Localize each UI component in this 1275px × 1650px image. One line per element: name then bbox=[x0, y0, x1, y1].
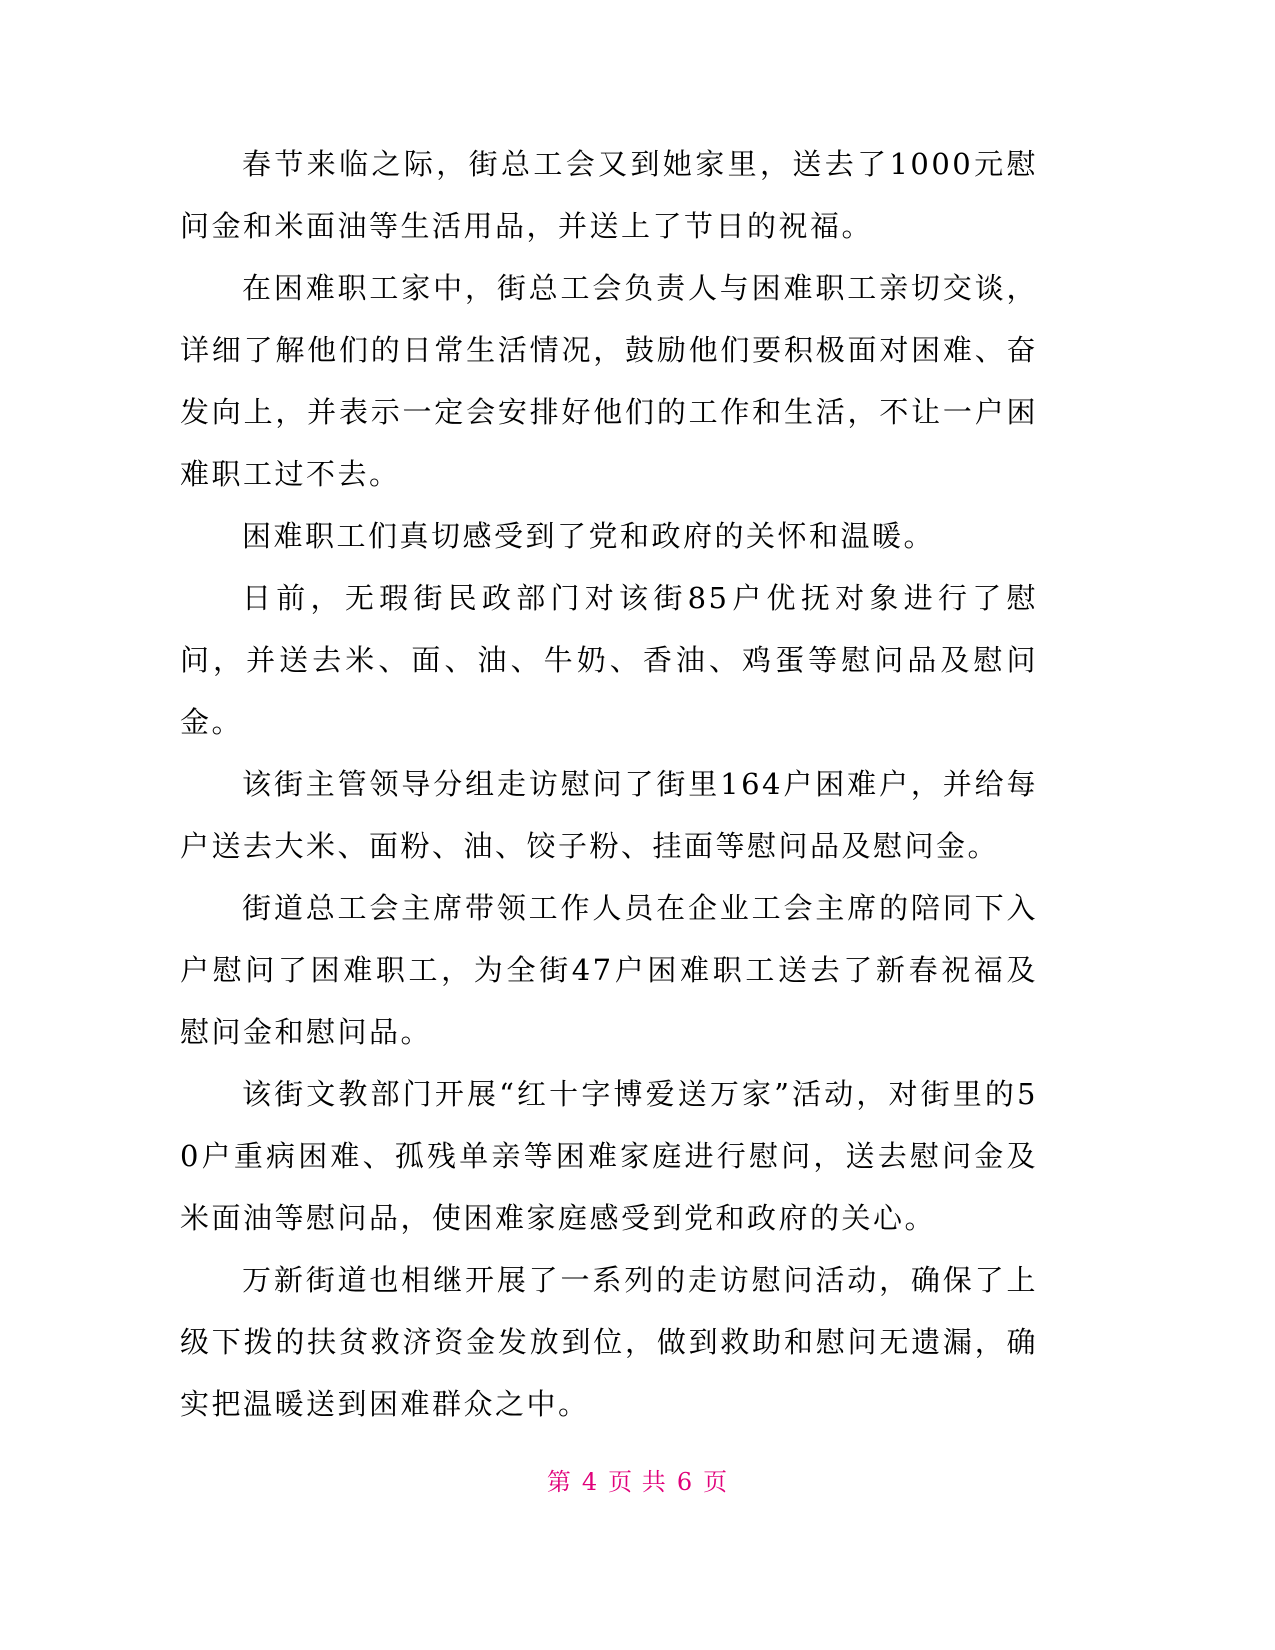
document-body bbox=[180, 133, 1038, 1435]
paragraph-3: 困难职工们真切感受到了党和政府的关怀和温暖。 bbox=[242, 519, 936, 553]
footer-suffix: 页 bbox=[703, 1468, 729, 1496]
page-footer bbox=[0, 1462, 1275, 1497]
paragraph-5: 该街主管领导分组走访慰问了街里164户困难户，并给每户送去大米、面粉、油、饺子粉、挂面等慰问品及慰问金。 bbox=[180, 767, 1038, 863]
footer-middle: 页 共 bbox=[608, 1468, 667, 1496]
paragraph-1: 春节来临之际，街总工会又到她家里，送去了1000元慰问金和米面油等生活用品，并送上了节日的祝福。 bbox=[180, 147, 1038, 243]
footer-total-pages: 6 bbox=[676, 1468, 694, 1496]
paragraph-4: 日前，无瑕街民政部门对该街85户优抚对象进行了慰问，并送去米、面、油、牛奶、香油、鸡蛋等慰问品及慰问金。 bbox=[180, 581, 1038, 739]
paragraph-2: 在困难职工家中，街总工会负责人与困难职工亲切交谈，详细了解他们的日常生活情况，鼓励他们要积极面对困难、奋发向上，并表示一定会安排好他们的工作和生活，不让一户困难职工过不去。 bbox=[180, 271, 1038, 491]
paragraph-7: 该街文教部门开展“红十字博爱送万家”活动，对街里的50户重病困难、孤残单亲等困难家庭进行慰问，送去慰问金及米面油等慰问品，使困难家庭感受到党和政府的关心。 bbox=[180, 1077, 1038, 1235]
footer-current-page: 4 bbox=[581, 1468, 599, 1496]
footer-prefix: 第 bbox=[546, 1468, 572, 1496]
paragraph-8: 万新街道也相继开展了一系列的走访慰问活动，确保了上级下拨的扶贫救济资金发放到位，做到救助和慰问无遗漏，确实把温暖送到困难群众之中。 bbox=[180, 1263, 1038, 1421]
paragraph-6: 街道总工会主席带领工作人员在企业工会主席的陪同下入户慰问了困难职工，为全街47户困难职工送去了新春祝福及慰问金和慰问品。 bbox=[180, 891, 1038, 1049]
